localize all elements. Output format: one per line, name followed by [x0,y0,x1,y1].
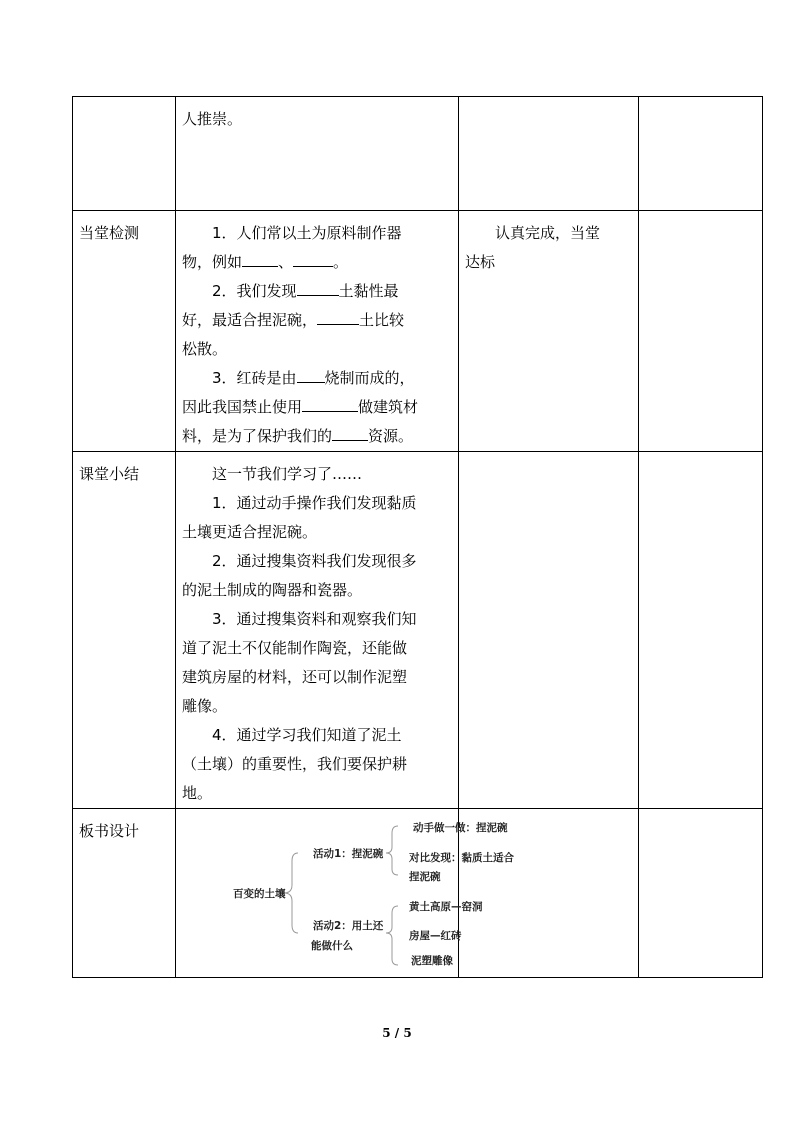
row-label: 板书设计 [79,822,140,840]
table-row [73,809,763,978]
mindmap-root: 百变的土壤 [233,888,286,900]
content-cell [176,211,459,452]
summary-3-line-3: 建筑房屋的材料，还可以制作泥塑 [182,668,408,686]
board-mindmap [176,809,514,977]
mindmap-leaf-2-line-2: 捏泥碗 [409,871,441,883]
mindmap-branch-2-line-2: 能做什么 [311,940,353,952]
intent-cell [639,809,763,978]
summary-3-line-1: 3．通过搜集资料和观察我们知 [212,610,417,628]
page-number: 5 / 5 [382,1026,412,1040]
student-cell [459,211,639,452]
question-2-line-2: 好，最适合捏泥碗， 土比较 [182,306,450,335]
content-cell [176,97,459,211]
question-3-line-1: 3．红砖是由 烧制而成的， [182,364,450,393]
row-label-cell [73,97,176,211]
table-row [73,97,763,211]
answer-blank [293,250,333,267]
intent-cell [639,211,763,452]
student-activity-line-1: 认真完成，当堂 [495,224,601,242]
mindmap-leaf-1: 动手做一做：捏泥碗 [413,822,508,834]
intent-cell [639,97,763,211]
answer-blank [297,366,325,383]
student-activity-line-2: 达标 [465,253,496,271]
summary-4-line-2: （土壤）的重要性，我们要保护耕 [182,755,408,773]
branch1-bracket [386,826,398,875]
mindmap-leaf-4: 房屋—红砖 [409,930,462,942]
row-label-cell [73,452,176,809]
intent-cell [639,452,763,809]
table-row [73,211,763,452]
mindmap-connectors [176,809,444,977]
mindmap-branch-2-line-1: 活动2：用土还 [313,920,384,932]
question-3-line-3: 料，是为了保护我们的 资源。 [182,422,450,451]
question-2-line-1: 2．我们发现 土黏性最 [182,277,450,306]
answer-blank [332,424,368,441]
answer-blank [242,250,278,267]
row-label: 当堂检测 [79,224,140,242]
student-cell [459,97,639,211]
summary-2-line-1: 2．通过搜集资料我们发现很多 [212,552,417,570]
lesson-table [72,96,763,978]
student-cell [459,452,639,809]
answer-blank [302,395,358,412]
summary-3-line-2: 道了泥土不仅能制作陶瓷，还能做 [182,639,408,657]
answer-blank [317,308,359,325]
text-line: 人推崇。 [182,110,243,128]
root-bracket [284,853,298,933]
summary-intro: 这一节我们学习了…… [212,465,363,483]
question-3-line-2: 因此我国禁止使用 做建筑材 [182,393,450,422]
summary-1-line-1: 1．通过动手操作我们发现黏质 [212,494,417,512]
mindmap-leaf-2-line-1: 对比发现：黏质土适合 [409,852,514,864]
mindmap-leaf-3: 黄土高原—窑洞 [409,901,483,913]
mindmap-branch-1: 活动1：捏泥碗 [313,848,384,860]
table-row [73,452,763,809]
content-cell [176,809,514,978]
summary-1-line-2: 土壤更适合捏泥碗。 [182,523,318,541]
mindmap-leaf-5: 泥塑雕像 [411,955,453,967]
question-1-line-1: 1．人们常以土为原料制作器 [212,224,402,242]
content-cell [176,452,459,809]
row-label-cell [73,211,176,452]
summary-4-line-3: 地。 [182,784,213,802]
answer-blank [297,279,339,296]
summary-4-line-1: 4．通过学习我们知道了泥土 [212,726,402,744]
row-label: 课堂小结 [79,465,140,483]
branch2-bracket [386,906,398,965]
question-2-line-3: 松散。 [182,340,228,358]
question-1-line-2: 物，例如 、 。 [182,248,450,277]
row-label-cell [73,809,176,978]
summary-2-line-2: 的泥土制成的陶器和瓷器。 [182,581,363,599]
summary-3-line-4: 雕像。 [182,697,228,715]
